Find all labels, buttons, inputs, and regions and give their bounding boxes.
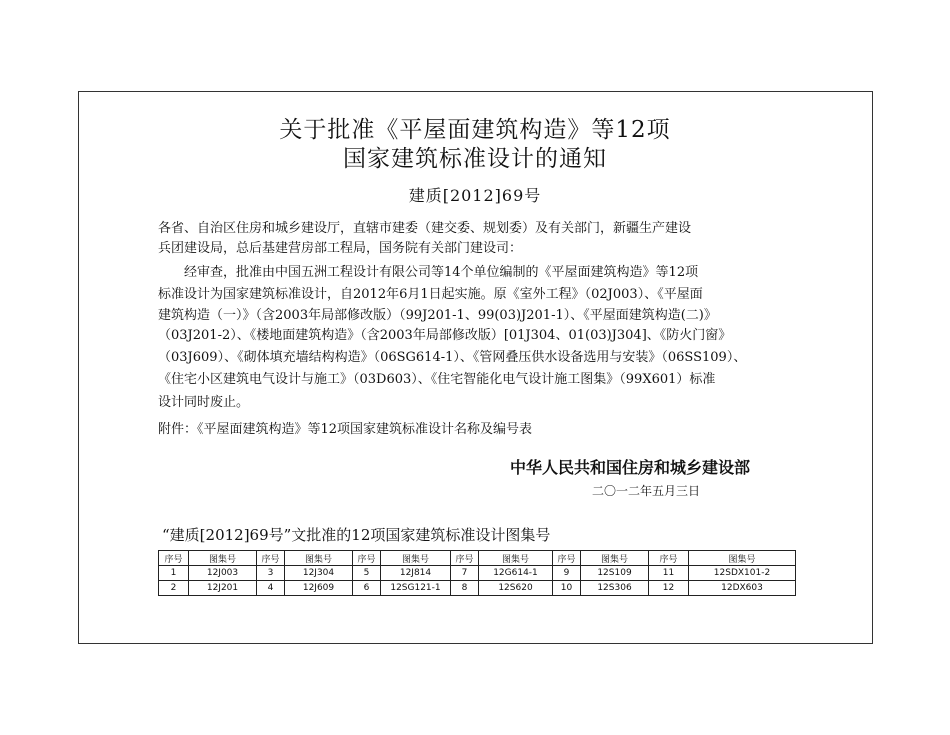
table-header-row [159,551,796,566]
attachment-line: 附件：《平屋面建筑构造》等12项国家建筑标准设计名称及编号表 [158,422,533,437]
table-cell: 5 [353,566,381,581]
body-line-6: （03J201-2）、《楼地面建筑构造》（含2003年局部修改版）[01J304、01(03)J304]、《防火门窗》 [158,328,732,343]
table-cell: 11 [649,566,689,581]
table-cell: 12J304 [285,566,353,581]
table-cell: 12J814 [381,566,451,581]
table-cell: 4 [257,581,285,596]
table-cell: 2 [159,581,189,596]
header-seq: 序号 [451,551,479,566]
table-cell: 12SG121-1 [381,581,451,596]
body-line-5: 建筑构造（一）》（含2003年局部修改版）（99J201-1、99(03)J201-1）、《平屋面建筑构造(二)》 [158,308,717,323]
issue-date: 二〇一二年五月三日 [592,484,701,498]
table-cell: 12 [649,581,689,596]
table-cell: 12S306 [581,581,649,596]
table-cell: 12SDX101-2 [689,566,796,581]
table-row [159,566,796,581]
body-line-2: 兵团建设局，总后基建营房部工程局，国务院有关部门建设司： [158,241,523,256]
header-atlas-number: 图集号 [381,551,451,566]
header-seq: 序号 [649,551,689,566]
table-cell: 6 [353,581,381,596]
notice-title-line2: 国家建筑标准设计的通知 [343,146,607,172]
body-line-4: 标准设计为国家建筑标准设计，自2012年6月1日起实施。原《室外工程》（02J003）、《平屋面 [158,287,703,302]
body-line-8: 《住宅小区建筑电气设计与施工》（03D603）、《住宅智能化电气设计施工图集》（99X601）标准 [158,372,716,387]
table-cell: 7 [451,566,479,581]
notice-title-line1: 关于批准《平屋面建筑构造》等12项 [279,117,671,143]
header-seq: 序号 [353,551,381,566]
issuing-authority: 中华人民共和国住房和城乡建设部 [510,458,751,477]
header-atlas-number: 图集号 [189,551,257,566]
header-seq: 序号 [257,551,285,566]
table-cell: 12DX603 [689,581,796,596]
table-title: “建质[2012]69号”文批准的12项国家建筑标准设计图集号 [162,526,551,544]
table-cell: 12S620 [479,581,553,596]
atlas-number-table [158,550,796,596]
body-line-1: 各省、自治区住房和城乡建设厅，直辖市建委（建交委、规划委）及有关部门，新疆生产建设 [158,221,692,236]
table-cell: 9 [553,566,581,581]
table-cell: 12J003 [189,566,257,581]
table-cell: 12J609 [285,581,353,596]
table-cell: 8 [451,581,479,596]
table-cell: 10 [553,581,581,596]
table-cell: 12J201 [189,581,257,596]
header-atlas-number: 图集号 [479,551,553,566]
document-number: 建质[2012]69号 [408,186,542,205]
header-atlas-number: 图集号 [689,551,796,566]
body-line-7: （03J609）、《砌体填充墙结构构造》（06SG614-1）、《管网叠压供水设备选用与安装》（06SS109）、 [158,350,747,365]
body-line-9: 设计同时废止。 [158,395,250,410]
table-cell: 12S109 [581,566,649,581]
table-cell: 3 [257,566,285,581]
body-line-3: 经审查，批准由中国五洲工程设计有限公司等14个单位编制的《平屋面建筑构造》等12项 [158,265,699,280]
table-cell: 1 [159,566,189,581]
header-atlas-number: 图集号 [581,551,649,566]
header-atlas-number: 图集号 [285,551,353,566]
header-seq: 序号 [553,551,581,566]
table-row [159,581,796,596]
header-seq: 序号 [159,551,189,566]
table-cell: 12G614-1 [479,566,553,581]
